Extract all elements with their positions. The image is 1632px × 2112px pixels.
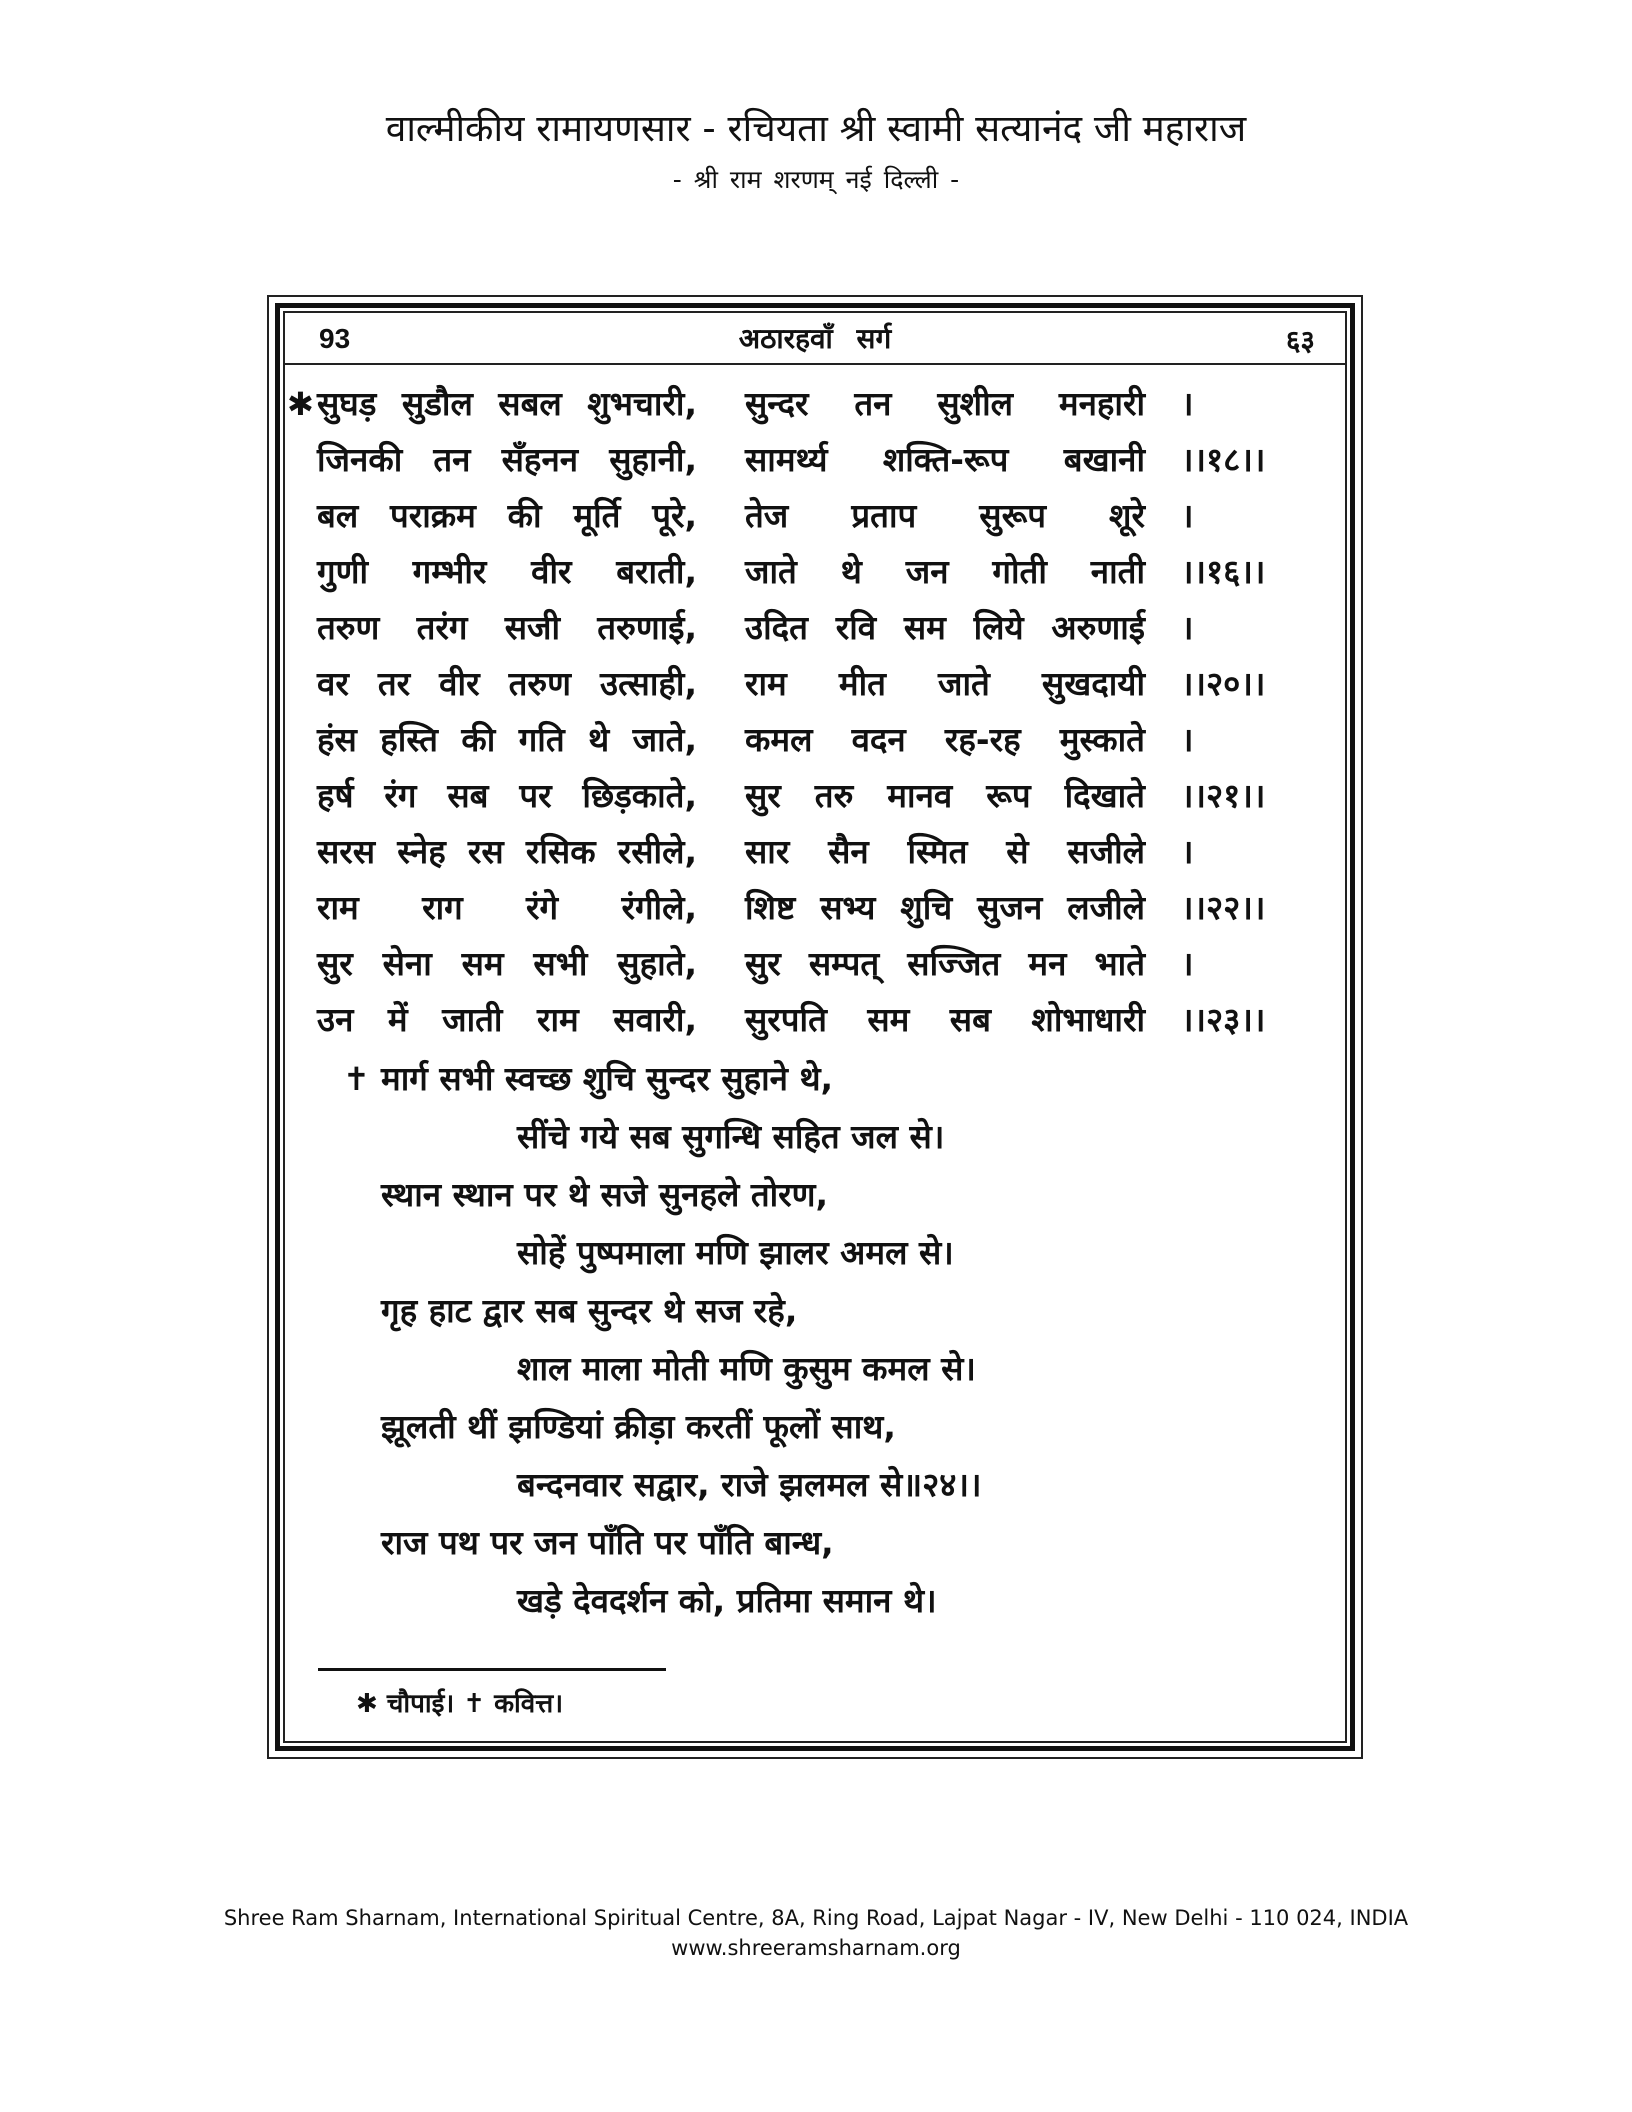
footnote-divider <box>318 1668 666 1671</box>
verse-half-a: जिनकी तन सँहनन सुहानी, <box>317 440 697 479</box>
verse-number: ।।२०।। <box>1181 664 1266 703</box>
kavitt-cross-icon: ✝ <box>343 1060 370 1098</box>
kavitt-line: गृह हाट द्वार सब सुन्दर थे सज रहे, <box>381 1291 798 1330</box>
verse-number: । <box>1181 944 1194 983</box>
verse-line <box>283 600 1347 656</box>
verse-half-a: राम राग रंगे रंगीले, <box>317 888 697 927</box>
verse-half-a: तरुण तरंग सजी तरुणाई, <box>317 608 697 647</box>
kavitt-line: राज पथ पर जन पाँति पर पाँति बान्ध, <box>381 1523 834 1562</box>
verse-number: । <box>1181 832 1194 871</box>
verse-line <box>283 432 1347 488</box>
verse-half-b: सुर तरु मानव रूप दिखाते <box>745 776 1145 815</box>
kavitt-line: सोहें पुष्पमाला मणि झालर अमल से। <box>517 1233 954 1272</box>
verse-half-b: तेज प्रताप सुरूप शूरे <box>745 496 1145 535</box>
verse-half-b: सुन्दर तन सुशील मनहारी <box>745 384 1145 423</box>
verse-half-b: सार सैन स्मित से सजीले <box>745 832 1145 871</box>
verse-half-a: हंस हस्ति की गति थे जाते, <box>317 720 697 759</box>
kavitt-line: स्थान स्थान पर थे सजे सुनहले तोरण, <box>381 1175 829 1214</box>
verse-line <box>283 544 1347 600</box>
kavitt-line: झूलती थीं झण्डियां क्रीड़ा करतीं फूलों साथ, <box>381 1407 896 1446</box>
kavitt-text: मार्ग सभी स्वच्छ शुचि सुन्दर सुहाने थे, <box>381 1059 834 1098</box>
verse-half-a: गुणी गम्भीर वीर बराती, <box>317 552 697 591</box>
verse-half-a: सुघड़ सुडौल सबल शुभचारी, <box>317 384 697 423</box>
verse-number: ।।२३।। <box>1181 1000 1266 1039</box>
publisher-subtitle: - श्री राम शरणम् नई दिल्ली - <box>672 165 960 194</box>
verse-half-b: राम मीत जाते सुखदायी <box>745 664 1145 703</box>
verse-line <box>283 656 1347 712</box>
verse-half-a: सुर सेना सम सभी सुहाते, <box>317 944 697 983</box>
footer-website-link[interactable]: www.shreeramsharnam.org <box>671 1936 961 1960</box>
page-number-arabic: 93 <box>319 323 351 354</box>
book-title: वाल्मीकीय रामायणसार - रचियता श्री स्वामी सत्यानंद जी महाराज <box>385 107 1247 150</box>
verse-half-a: बल पराक्रम की मूर्ति पूरे, <box>317 496 697 535</box>
verse-line <box>283 376 1347 432</box>
chaupai-star-icon: ✱ <box>287 385 314 423</box>
kavitt-line: सींचे गये सब सुगन्धि सहित जल से। <box>517 1117 945 1156</box>
verse-line <box>283 992 1347 1048</box>
verse-half-b: उदित रवि सम लिये अरुणाई <box>745 608 1145 647</box>
page-heading-bar <box>283 311 1347 365</box>
verse-line <box>283 824 1347 880</box>
verse-number: ।।१८।। <box>1181 440 1266 479</box>
verse-number: । <box>1181 608 1194 647</box>
kavitt-line <box>283 1050 1347 1108</box>
kavitt-block <box>283 1050 1347 1630</box>
verse-half-b: सुर सम्पत् सज्जित मन भाते <box>745 944 1145 983</box>
verse-number: । <box>1181 720 1194 759</box>
verse-half-a: सरस स्नेह रस रसिक रसीले, <box>317 832 697 871</box>
kavitt-line: खड़े देवदर्शन को, प्रतिमा समान थे। <box>517 1581 937 1620</box>
verse-half-b: जाते थे जन गोती नाती <box>745 552 1145 591</box>
verse-number: ।।२१।। <box>1181 776 1266 815</box>
verse-line <box>283 712 1347 768</box>
verse-half-a: उन में जाती राम सवारी, <box>317 1000 697 1039</box>
verse-line <box>283 880 1347 936</box>
verse-number: । <box>1181 384 1194 423</box>
sarga-title: अठारहवाँ सर्ग <box>738 322 892 355</box>
footnote: ✱ चौपाई। ✝ कवित्त। <box>356 1689 564 1719</box>
verse-half-b: सामर्थ्य शक्ति-रूप बखानी <box>745 440 1145 479</box>
page-header <box>0 104 1632 200</box>
verse-half-b: कमल वदन रह-रह मुस्काते <box>745 720 1145 759</box>
verse-half-a: हर्ष रंग सब पर छिड़काते, <box>317 776 697 815</box>
kavitt-line: शाल माला मोती मणि कुसुम कमल से। <box>517 1349 976 1388</box>
kavitt-line: बन्दनवार सद्वार, राजे झलमल से॥२४।। <box>517 1465 982 1504</box>
verse-line <box>283 936 1347 992</box>
footer-address: Shree Ram Sharnam, International Spiritual Centre, 8A, Ring Road, Lajpat Nagar - IV, New Delhi - 110 024, INDIA <box>223 1906 1409 1930</box>
verse-half-b: शिष्ट सभ्य शुचि सुजन लजीले <box>745 888 1145 927</box>
chaupai-block <box>283 376 1347 1048</box>
verse-number: ।।२२।। <box>1181 888 1266 927</box>
verse-line <box>283 488 1347 544</box>
page-number-devanagari: ६३ <box>1285 324 1315 357</box>
page-footer <box>0 1903 1632 1963</box>
verse-number: ।।१६।। <box>1181 552 1266 591</box>
verse-half-b: सुरपति सम सब शोभाधारी <box>745 1000 1145 1039</box>
verse-number: । <box>1181 496 1194 535</box>
verse-half-a: वर तर वीर तरुण उत्साही, <box>317 664 697 703</box>
verse-line <box>283 768 1347 824</box>
